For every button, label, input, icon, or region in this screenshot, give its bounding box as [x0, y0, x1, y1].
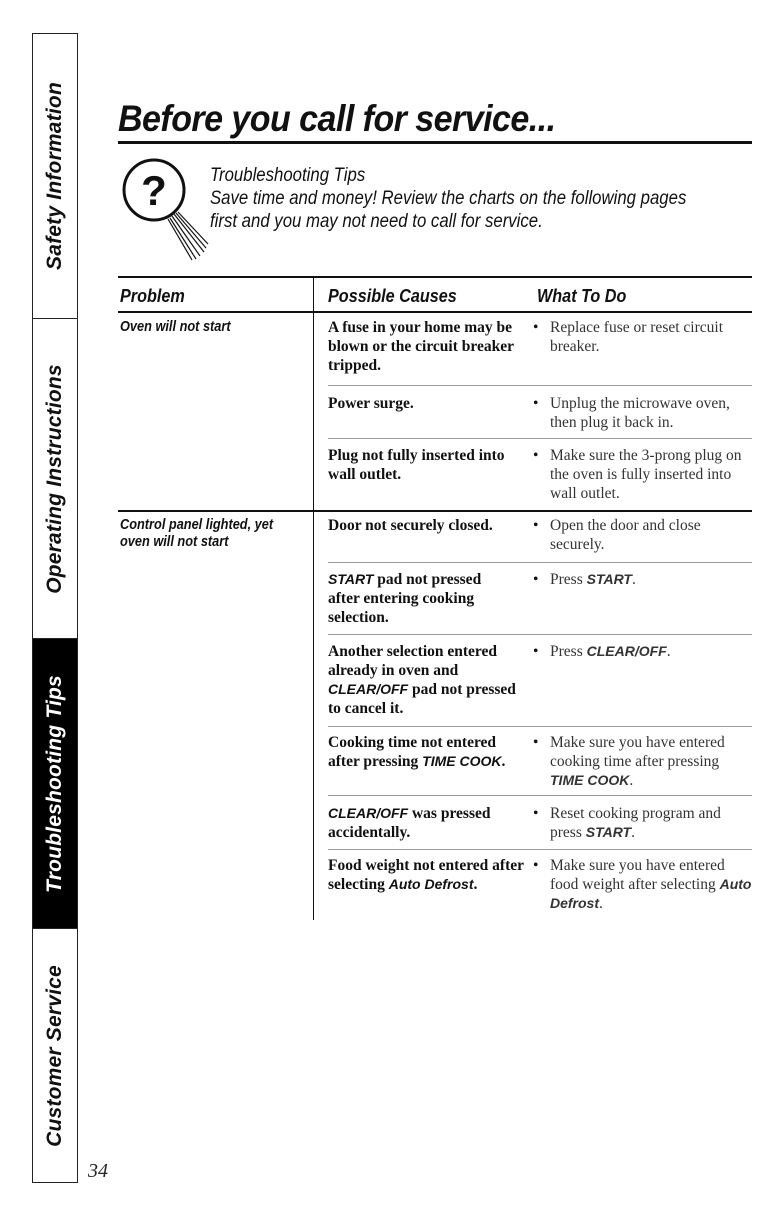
- todo-item: • Unplug the microwave oven, then plug it back in.: [533, 395, 730, 431]
- header-problem: Problem: [120, 286, 185, 306]
- cause-text: A fuse in your home may be blown or the circuit breaker tripped.: [328, 319, 514, 374]
- problem-label: Control panel lighted, yet oven will not start: [120, 517, 274, 550]
- cause-text: START pad not pressed after entering cooking selection.: [328, 571, 482, 626]
- todo-item: • Press START.: [533, 571, 636, 588]
- row-divider: [328, 438, 752, 439]
- section-tab-strip: [32, 33, 78, 1183]
- cause-text: Cooking time not entered after pressing TIME COOK.: [328, 734, 506, 770]
- page-number: 34: [88, 1160, 108, 1182]
- column-divider: [313, 277, 314, 920]
- header-what-to-do: What To Do: [537, 286, 627, 306]
- page-title: Before you call for service...: [118, 98, 556, 139]
- cause-text: Plug not fully inserted into wall outlet.: [328, 447, 505, 483]
- table-group-rule: [118, 510, 752, 512]
- header-possible-causes: Possible Causes: [328, 286, 457, 306]
- problem-label: Oven will not start: [120, 319, 231, 335]
- svg-text:?: ?: [141, 167, 167, 214]
- bullet-icon: •: [533, 447, 539, 464]
- tips-heading: Troubleshooting Tips: [210, 164, 366, 186]
- tab-label: Safety Information: [43, 82, 66, 270]
- cause-text: Power surge.: [328, 395, 414, 412]
- tab-operating-instructions[interactable]: [33, 319, 77, 639]
- cause-text: CLEAR/OFF was pressed accidentally.: [328, 805, 491, 841]
- todo-item: • Open the door and close securely.: [533, 517, 701, 553]
- bullet-icon: •: [533, 517, 539, 534]
- bullet-icon: •: [533, 395, 539, 412]
- cause-text: Door not securely closed.: [328, 517, 493, 534]
- tab-troubleshooting-tips[interactable]: [33, 639, 77, 929]
- bullet-icon: •: [533, 734, 539, 751]
- bullet-icon: •: [533, 857, 539, 874]
- tab-label: Customer Service: [43, 964, 67, 1147]
- todo-item: • Make sure you have entered food weight after selecting Auto Defrost.: [533, 857, 752, 912]
- row-divider: [328, 562, 752, 563]
- cause-text: Food weight not entered after selecting Auto Defrost.: [328, 857, 524, 893]
- question-mark-icon: [116, 144, 216, 264]
- todo-item: • Press CLEAR/OFF.: [533, 643, 671, 660]
- table-top-rule: [118, 276, 752, 278]
- row-divider: [328, 849, 752, 850]
- tab-label: Troubleshooting Tips: [43, 674, 67, 893]
- tab-label: Operating Instructions: [43, 363, 66, 594]
- table-header-rule: [118, 311, 752, 313]
- tab-safety-information[interactable]: [33, 34, 77, 319]
- bullet-icon: •: [533, 805, 539, 822]
- row-divider: [328, 385, 752, 386]
- todo-item: • Reset cooking program and press START.: [533, 805, 721, 841]
- bullet-icon: •: [533, 571, 539, 588]
- row-divider: [328, 795, 752, 796]
- tips-body: Save time and money! Review the charts on the following pages first and you may not need to call for service.: [210, 187, 687, 232]
- todo-item: • Make sure the 3-prong plug on the oven is fully inserted into wall outlet.: [533, 447, 742, 502]
- todo-item: • Make sure you have entered cooking time after pressing TIME COOK.: [533, 734, 725, 789]
- todo-item: • Replace fuse or reset circuit breaker.: [533, 319, 723, 355]
- bullet-icon: •: [533, 643, 539, 660]
- bullet-icon: •: [533, 319, 539, 336]
- row-divider: [328, 634, 752, 635]
- cause-text: Another selection entered already in oven and CLEAR/OFF pad not pressed to cancel it.: [328, 643, 516, 717]
- row-divider: [328, 726, 752, 727]
- tab-customer-service[interactable]: [33, 929, 77, 1182]
